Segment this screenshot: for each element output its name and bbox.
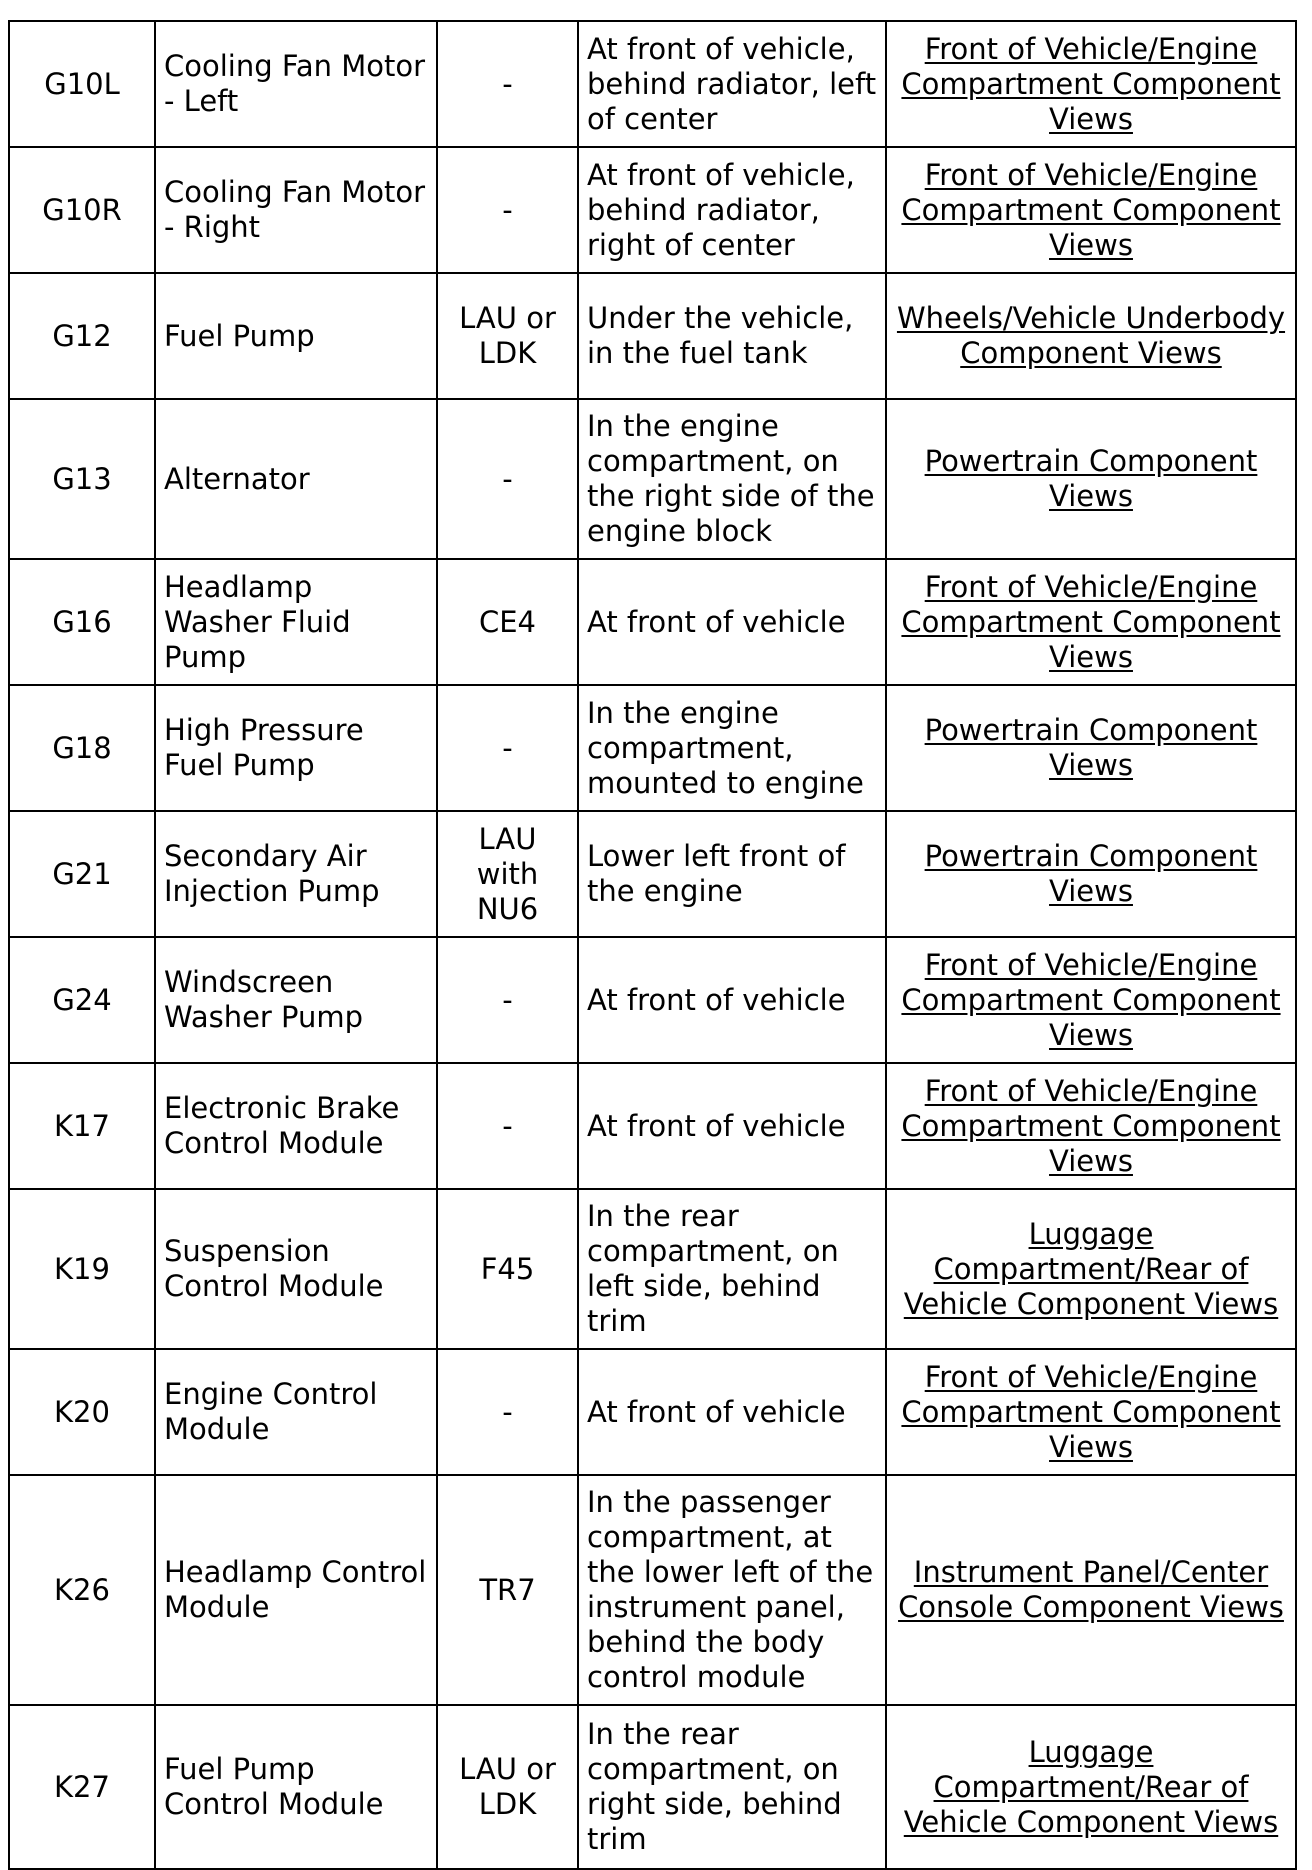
component-view-link[interactable]: Powertrain Component Views (924, 839, 1258, 908)
component-id-cell: K19 (9, 1189, 155, 1349)
component-view-link[interactable]: Front of Vehicle/Engine Compartment Component Views (901, 947, 1281, 1052)
component-name-cell: Cooling Fan Motor - Left (155, 21, 437, 147)
component-id-cell: K27 (9, 1705, 155, 1869)
table-row (9, 1189, 1296, 1349)
component-id-cell: G10L (9, 21, 155, 147)
option-code-cell: - (437, 21, 578, 147)
component-view-link[interactable]: Wheels/Vehicle Underbody Component Views (896, 301, 1286, 370)
component-name-cell: Fuel Pump (155, 273, 437, 399)
component-name-cell: Alternator (155, 399, 437, 559)
component-id-cell: G12 (9, 273, 155, 399)
table-row (9, 1475, 1296, 1705)
table-row (9, 1063, 1296, 1189)
component-name-cell: Windscreen Washer Pump (155, 937, 437, 1063)
view-cell (886, 937, 1296, 1063)
component-view-link[interactable]: Front of Vehicle/Engine Compartment Component Views (901, 31, 1281, 136)
table-row (9, 1705, 1296, 1869)
table-row (9, 559, 1296, 685)
component-view-link[interactable]: Front of Vehicle/Engine Compartment Component Views (901, 1073, 1281, 1178)
location-cell: At front of vehicle, behind radiator, left of center (578, 21, 886, 147)
component-view-link[interactable]: Instrument Panel/Center Console Component Views (898, 1555, 1284, 1624)
option-code-cell: CE4 (437, 559, 578, 685)
component-view-link[interactable]: Powertrain Component Views (924, 713, 1258, 782)
component-name-cell: Headlamp Washer Fluid Pump (155, 559, 437, 685)
component-view-link[interactable]: Luggage Compartment/Rear of Vehicle Component Views (903, 1216, 1279, 1321)
location-cell: In the engine compartment, mounted to engine (578, 685, 886, 811)
table-row (9, 1349, 1296, 1475)
view-cell (886, 559, 1296, 685)
component-id-cell: G10R (9, 147, 155, 273)
location-cell: In the rear compartment, on right side, behind trim (578, 1705, 886, 1869)
component-name-cell: Secondary Air Injection Pump (155, 811, 437, 937)
view-cell (886, 273, 1296, 399)
location-cell: At front of vehicle (578, 1349, 886, 1475)
location-cell: In the engine compartment, on the right side of the engine block (578, 399, 886, 559)
location-cell: At front of vehicle (578, 1063, 886, 1189)
view-cell (886, 685, 1296, 811)
component-name-cell: Engine Control Module (155, 1349, 437, 1475)
option-code-cell: LAU or LDK (437, 1705, 578, 1869)
option-code-cell: LAU or LDK (437, 273, 578, 399)
location-cell: At front of vehicle (578, 937, 886, 1063)
table-row (9, 937, 1296, 1063)
location-cell: In the passenger compartment, at the lower left of the instrument panel, behind the body control module (578, 1475, 886, 1705)
view-cell (886, 1705, 1296, 1869)
option-code-cell: - (437, 1349, 578, 1475)
component-view-link[interactable]: Front of Vehicle/Engine Compartment Component Views (901, 569, 1281, 674)
component-view-link[interactable]: Powertrain Component Views (924, 444, 1258, 513)
option-code-cell: F45 (437, 1189, 578, 1349)
location-cell: At front of vehicle (578, 559, 886, 685)
component-id-cell: K17 (9, 1063, 155, 1189)
component-name-cell: High Pressure Fuel Pump (155, 685, 437, 811)
view-cell (886, 811, 1296, 937)
component-view-link[interactable]: Front of Vehicle/Engine Compartment Component Views (901, 1359, 1281, 1464)
view-cell (886, 1475, 1296, 1705)
component-id-cell: G13 (9, 399, 155, 559)
option-code-cell: - (437, 1063, 578, 1189)
component-locator-table (8, 20, 1297, 1870)
component-view-link[interactable]: Luggage Compartment/Rear of Vehicle Component Views (903, 1734, 1279, 1839)
option-code-cell: - (437, 685, 578, 811)
option-code-cell: - (437, 937, 578, 1063)
component-name-cell: Fuel Pump Control Module (155, 1705, 437, 1869)
component-id-cell: G24 (9, 937, 155, 1063)
component-id-cell: G21 (9, 811, 155, 937)
option-code-cell: - (437, 147, 578, 273)
table-row (9, 399, 1296, 559)
option-code-cell: - (437, 399, 578, 559)
view-cell (886, 1189, 1296, 1349)
view-cell (886, 1063, 1296, 1189)
option-code-cell: TR7 (437, 1475, 578, 1705)
view-cell (886, 21, 1296, 147)
location-cell: Under the vehicle, in the fuel tank (578, 273, 886, 399)
location-cell: At front of vehicle, behind radiator, right of center (578, 147, 886, 273)
table-row (9, 811, 1296, 937)
component-name-cell: Suspension Control Module (155, 1189, 437, 1349)
view-cell (886, 147, 1296, 273)
table-row (9, 685, 1296, 811)
component-id-cell: G16 (9, 559, 155, 685)
component-view-link[interactable]: Front of Vehicle/Engine Compartment Component Views (901, 157, 1281, 262)
view-cell (886, 1349, 1296, 1475)
component-id-cell: K20 (9, 1349, 155, 1475)
component-id-cell: K26 (9, 1475, 155, 1705)
component-name-cell: Electronic Brake Control Module (155, 1063, 437, 1189)
component-name-cell: Headlamp Control Module (155, 1475, 437, 1705)
option-code-cell: LAU with NU6 (437, 811, 578, 937)
location-cell: In the rear compartment, on left side, behind trim (578, 1189, 886, 1349)
location-cell: Lower left front of the engine (578, 811, 886, 937)
component-id-cell: G18 (9, 685, 155, 811)
view-cell (886, 399, 1296, 559)
table-row (9, 21, 1296, 147)
table-row (9, 273, 1296, 399)
component-name-cell: Cooling Fan Motor - Right (155, 147, 437, 273)
table-row (9, 147, 1296, 273)
